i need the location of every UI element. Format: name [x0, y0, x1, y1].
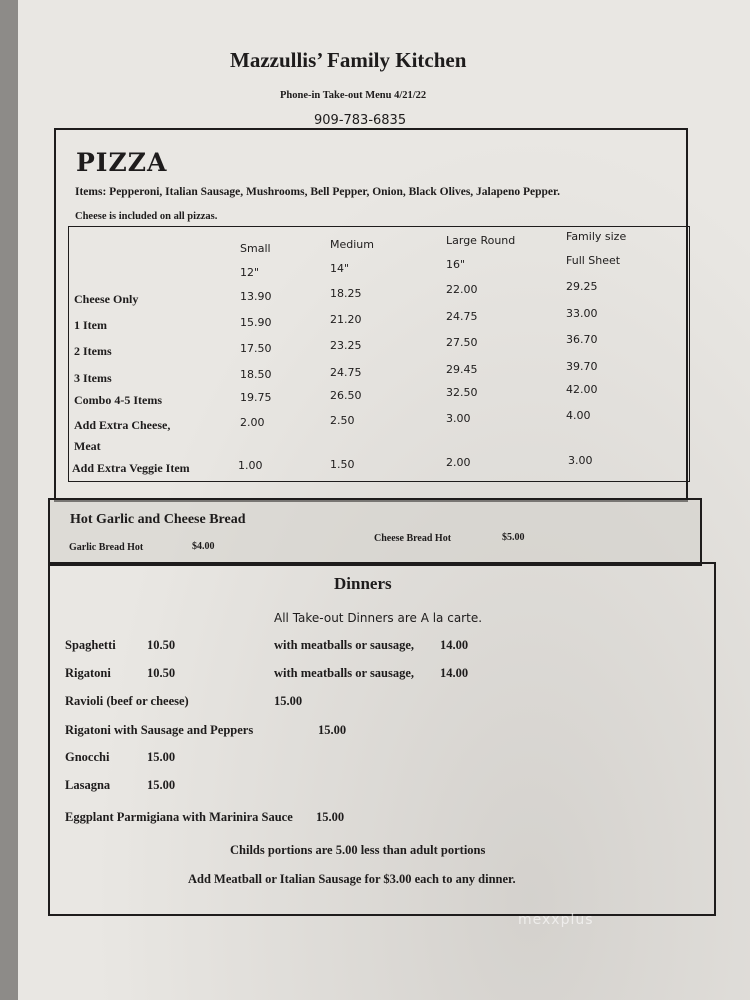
cheese-bread-price: $5.00	[502, 532, 525, 543]
price-cell: 17.50	[240, 342, 272, 355]
price-cell: 32.50	[446, 386, 478, 399]
dinner-item-name: Rigatoni	[65, 666, 111, 680]
menu-page	[18, 0, 750, 1000]
price-cell: 3.00	[446, 412, 471, 425]
col-size-small: 12"	[240, 266, 260, 279]
price-cell: 19.75	[240, 391, 272, 404]
price-cell: 3.00	[568, 454, 593, 467]
dinner-item-name: Spaghetti	[65, 638, 116, 652]
price-cell: 23.25	[330, 339, 362, 352]
dinner-item-extra: with meatballs or sausage,	[274, 638, 415, 652]
price-cell: 2.00	[446, 456, 471, 469]
dinner-item-price: 15.00	[274, 694, 303, 708]
add-meatball-note: Add Meatball or Italian Sausage for $3.00 each to any dinner.	[188, 872, 516, 886]
price-cell: 26.50	[330, 389, 362, 402]
childs-portion-note: Childs portions are 5.00 less than adult portions	[230, 843, 486, 857]
row-label-extra-cheese: Add Extra Cheese,	[74, 418, 171, 432]
restaurant-title: Mazzullis’ Family Kitchen	[230, 48, 467, 72]
row-label-combo: Combo 4-5 Items	[74, 393, 162, 407]
pizza-heading: PIZZA	[76, 148, 168, 177]
price-cell: 2.00	[240, 416, 265, 429]
bread-section	[48, 498, 702, 566]
col-header-family: Family size	[566, 230, 627, 243]
dinner-item-price: 15.00	[147, 750, 176, 764]
dinner-item-price: 10.50	[147, 638, 176, 652]
garlic-bread-price: $4.00	[192, 541, 215, 552]
dinner-item-price: 15.00	[318, 723, 347, 737]
col-size-large: 16"	[446, 258, 466, 271]
price-cell: 1.00	[238, 459, 263, 472]
dinner-item-name: Eggplant Parmigiana with Marinira Sauce	[65, 810, 293, 824]
row-label-2-items: 2 Items	[74, 344, 112, 358]
price-cell: 15.90	[240, 316, 272, 329]
price-cell: 24.75	[330, 366, 362, 379]
dinner-item-price: 15.00	[147, 778, 176, 792]
dinner-item-extra-price: 14.00	[440, 638, 469, 652]
price-cell: 4.00	[566, 409, 591, 422]
garlic-bread-label: Garlic Bread Hot	[69, 542, 144, 553]
pizza-items-line: Items: Pepperoni, Italian Sausage, Mushrooms, Bell Pepper, Onion, Black Olives, Jalapeno Pepper.	[75, 186, 560, 198]
price-cell: 18.25	[330, 287, 362, 300]
price-cell: 33.00	[566, 307, 598, 320]
price-cell: 29.25	[566, 280, 598, 293]
dinner-item-extra: with meatballs or sausage,	[274, 666, 415, 680]
price-cell: 1.50	[330, 458, 355, 471]
dinners-note: All Take-out Dinners are A la carte.	[274, 611, 483, 625]
watermark: mexxplus	[518, 912, 594, 928]
dinner-item-price: 10.50	[147, 666, 176, 680]
price-cell: 2.50	[330, 414, 355, 427]
row-label-3-items: 3 Items	[74, 371, 112, 385]
price-cell: 22.00	[446, 283, 478, 296]
price-cell: 29.45	[446, 363, 478, 376]
dinner-item-extra-price: 14.00	[440, 666, 469, 680]
price-cell: 24.75	[446, 310, 478, 323]
dinner-item-name: Lasagna	[65, 778, 111, 792]
dinners-heading: Dinners	[334, 574, 392, 593]
dinner-item-name: Gnocchi	[65, 750, 110, 764]
row-label-1-item: 1 Item	[74, 318, 107, 332]
price-cell: 39.70	[566, 360, 598, 373]
price-cell: 27.50	[446, 336, 478, 349]
dinner-item-name: Ravioli (beef or cheese)	[65, 694, 189, 708]
row-label-cheese-only: Cheese Only	[74, 292, 139, 306]
col-header-large: Large Round	[446, 234, 516, 247]
menu-subtitle: Phone-in Take-out Menu 4/21/22	[280, 90, 427, 101]
col-size-medium: 14"	[330, 262, 350, 275]
row-label-extra-cheese-meat: Meat	[74, 439, 101, 453]
bread-heading: Hot Garlic and Cheese Bread	[70, 512, 246, 527]
price-cell: 18.50	[240, 368, 272, 381]
phone-number: 909-783-6835	[314, 113, 407, 128]
col-size-family: Full Sheet	[566, 254, 621, 267]
dinner-item-price: 15.00	[316, 810, 345, 824]
row-label-extra-veggie: Add Extra Veggie Item	[72, 461, 190, 475]
price-cell: 21.20	[330, 313, 362, 326]
cheese-bread-label: Cheese Bread Hot	[374, 533, 452, 544]
col-header-small: Small	[240, 242, 271, 255]
col-header-medium: Medium	[330, 238, 374, 251]
price-cell: 13.90	[240, 290, 272, 303]
price-cell: 42.00	[566, 383, 598, 396]
price-cell: 36.70	[566, 333, 598, 346]
pizza-cheese-line: Cheese is included on all pizzas.	[75, 211, 218, 222]
dinner-item-name: Rigatoni with Sausage and Peppers	[65, 723, 254, 737]
